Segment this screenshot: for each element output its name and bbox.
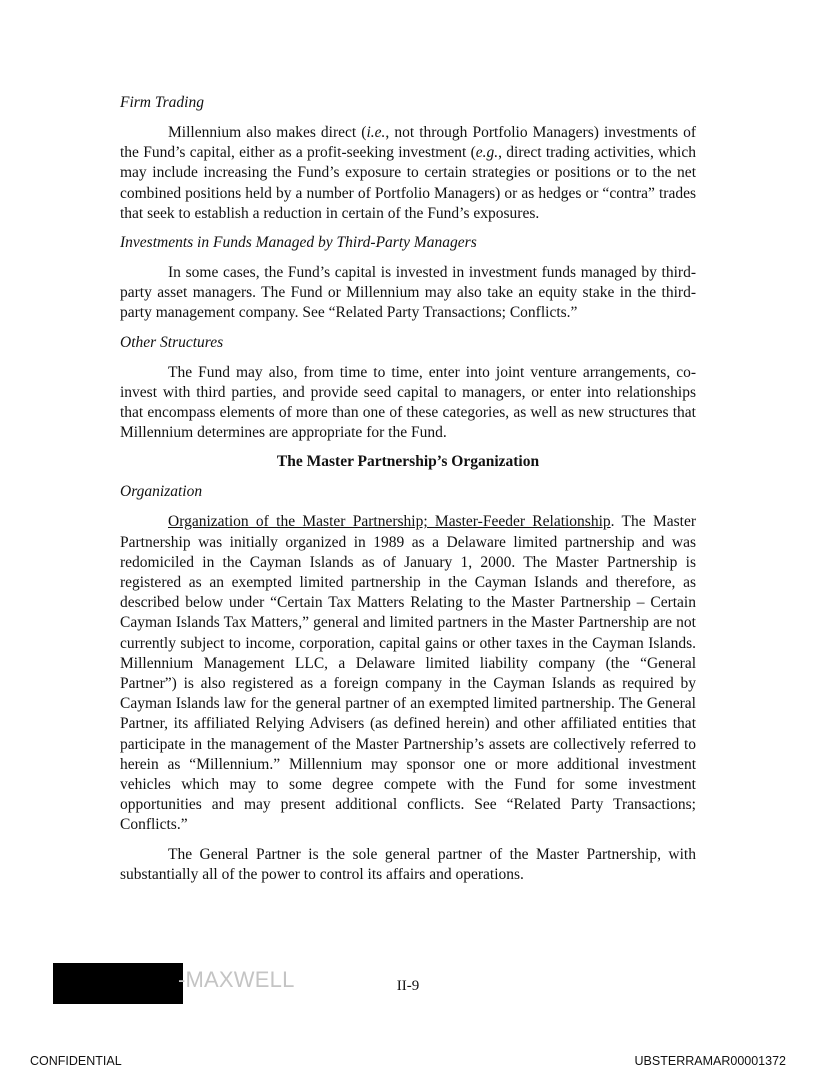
- text-segment: Millennium also makes direct (: [168, 124, 367, 141]
- section-title-master-partnership: The Master Partnership’s Organization: [276, 453, 540, 471]
- text-segment: . The Master Partnership was initially organized in 1989 as a Delaware limited partnership and was redomiciled in the Cayman Islands as of January 1, 2000. The Master Partnership is registered as an exempted limited partnership in the Cayman Islands and therefore, as described below under “Certain Tax Matters Relating to the Master Partnership – Certain Cayman Islands Tax Matters,” general and limited partners in the Master Partnership are not currently subject to income, corporation, capital gains or other taxes in the Cayman Islands. Millennium Management LLC, a Delaware limited liability company (the “General Partner”) is also registered as a foreign company in the Cayman Islands as required by Cayman Islands law for the general partner of an exempted limited partnership. The General Partner, its affiliated Relying Advisers (as defined herein) and other affiliated entities that participate in the management of the Master Partnership’s assets are collectively referred to herein as “Millennium.” Millennium may sponsor one or more additional investment vehicles which may to some degree compete with the Fund for some investment opportunities and may present additional conflicts. See “Related Party Transactions; Conflicts.”: [120, 513, 696, 834]
- heading-other-structures: Other Structures: [120, 333, 224, 351]
- paragraph-other-structures: The Fund may also, from time to time, enter into joint venture arrangements, co-invest with third parties, and provide seed capital to managers, or enter into relationships that encompass elements of more than one of these categories, as well as new structures that Millennium determines are appropriate for the Fund.: [120, 363, 696, 442]
- page-number: II-9: [396, 978, 420, 994]
- italic-ie: i.e.: [366, 124, 386, 141]
- italic-eg: e.g.: [475, 144, 499, 162]
- heading-firm-trading: Firm Trading: [120, 94, 204, 111]
- maxwell-stamp: -MAXWELL: [178, 967, 295, 992]
- text-segment: , not through Portfolio Managers) investments of the Fund’s capital, either as a profit-seeking investment (: [120, 124, 696, 162]
- paragraph-organization: [120, 512, 696, 835]
- redaction-box: [53, 963, 183, 1004]
- text-segment: , direct trading activities, which may include increasing the Fund’s exposure to certain strategies or positions or to the net combined positions held by a number of Portfolio Managers) or as hedges or “contra” trades that seek to establish a reduction in certain of the Fund’s exposures.: [120, 144, 696, 222]
- heading-third-party-funds: Investments in Funds Managed by Third-Party Managers: [120, 234, 477, 252]
- document-body: [120, 93, 696, 894]
- heading-organization: Organization: [120, 483, 203, 501]
- paragraph-third-party-funds: In some cases, the Fund’s capital is invested in investment funds managed by third-party asset managers. The Fund or Millennium may also take an equity stake in the third-party management company. See “Related Party Transactions; Conflicts.”: [120, 264, 696, 322]
- underlined-lead: Organization of the Master Partnership; Master-Feeder Relationship: [168, 513, 611, 531]
- paragraph-firm-trading: [120, 123, 696, 224]
- bates-number: UBSTERRAMAR00001372: [634, 1054, 786, 1068]
- paragraph-general-partner: The General Partner is the sole general partner of the Master Partnership, with substantially all of the power to control its affairs and operations.: [120, 845, 696, 883]
- confidential-label: CONFIDENTIAL: [30, 1054, 122, 1068]
